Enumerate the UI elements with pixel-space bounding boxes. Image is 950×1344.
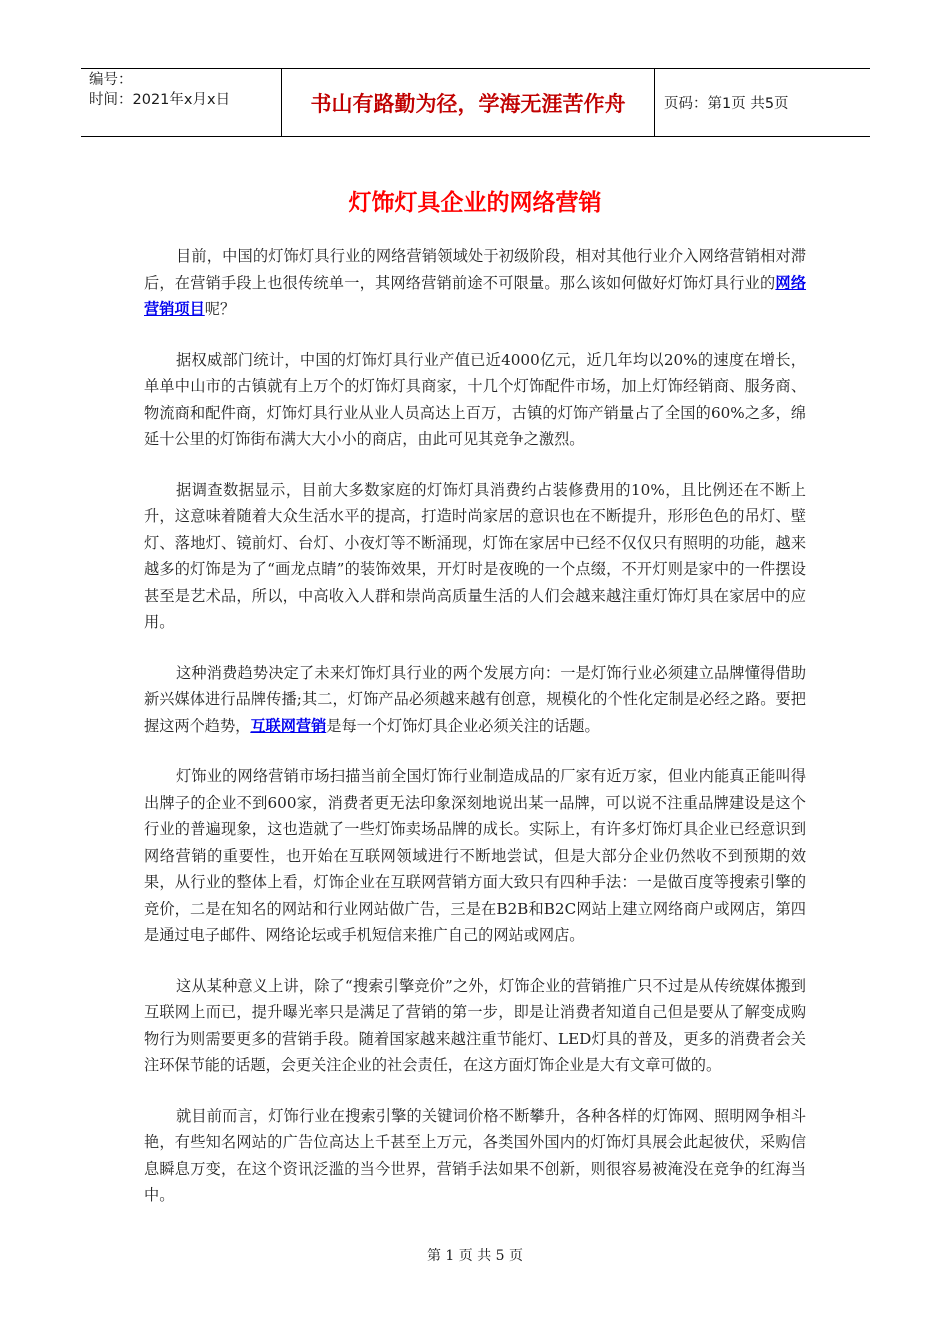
header-meta-cell: [81, 69, 282, 136]
motto: 书山有路勤为径，学海无涯苦作舟: [282, 69, 655, 136]
paragraph-5: 灯饰业的网络营销市场扫描当前全国灯饰行业制造成品的厂家有近万家，但业内能真正能叫得出牌子的企业不到600家，消费者更无法印象深刻地说出某一品牌，可以说不注重品牌建设是这个行业的普遍现象，这也造就了一些灯饰卖场品牌的成长。实际上，有许多灯饰灯具企业已经意识到网络营销的重要性，也开始在互联网领域进行不断地尝试，但是大部分企业仍然收不到预期的效果，从行业的整体上看，灯饰企业在互联网营销方面大致只有四种手法：一是做百度等搜索引擎的竞价，二是在知名的网站和行业网站做广告，三是在B2B和B2C网站上建立网络商户或网店，第四是通过电子邮件、网络论坛或手机短信来推广自己的网站或网店。: [144, 767, 806, 944]
document-header: [81, 68, 870, 137]
page-footer: 第 1 页 共 5 页: [426, 1248, 524, 1264]
network-marketing-project-link[interactable]: 网络营销项目: [144, 273, 807, 318]
paragraph-text: 是每一个灯饰灯具企业必须关注的话题。: [326, 716, 600, 735]
internet-marketing-link[interactable]: 互联网营销: [250, 716, 327, 735]
number-label: 编号：: [89, 72, 133, 88]
article-body: [144, 243, 806, 1233]
paragraph-6: 这从某种意义上讲，除了“搜索引擎竞价”之外，灯饰企业的营销推广只不过是从传统媒体搬到互联网上而已，提升曝光率只是满足了营销的第一步，即是让消费者知道自己但是要从了解变成购物行为则需要更多的营销手段。随着国家越来越注重节能灯、LED灯具的普及，更多的消费者会关注环保节能的话题，会更关注企业的社会责任，在这方面灯饰企业是大有文章可做的。: [144, 976, 806, 1074]
paragraph-text: 目前，中国的灯饰灯具行业的网络营销领域处于初级阶段，相对其他行业介入网络营销相对滞后，在营销手段上也很传统单一，其网络营销前途不可限量。那么该如何做好灯饰灯具行业的: [144, 247, 806, 292]
paragraph-1: [144, 243, 806, 323]
time-label: 时间：2021年x月x日: [89, 92, 231, 108]
paragraph-text: 呢？: [204, 300, 236, 318]
paragraph-text: 这种消费趋势决定了未来灯饰灯具行业的两个发展方向：一是灯饰行业必须建立品牌懂得借助新兴媒体进行品牌传播;其二，灯饰产品必须越来越有创意，规模化的个性化定制是必经之路。要把握这两个趋势，: [144, 663, 806, 735]
page-info: 页码：第1页 共5页: [664, 96, 789, 112]
article-title: 灯饰灯具企业的网络营销: [348, 189, 602, 216]
paragraph-2: 据权威部门统计，中国的灯饰灯具行业产值已近4000亿元，近几年均以20%的速度在增长，单单中山市的古镇就有上万个的灯饰灯具商家，十几个灯饰配件市场，加上灯饰经销商、服务商、物流商和配件商，灯饰灯具行业从业人员高达上百万，古镇的灯饰产销量占了全国的60%之多，绵延十公里的灯饰街布满大大小小的商店，由此可见其竞争之激烈。: [144, 350, 806, 448]
paragraph-7: 就目前而言，灯饰行业在搜索引擎的关键词价格不断攀升，各种各样的灯饰网、照明网争相斗艳，有些知名网站的广告位高达上千甚至上万元，各类国外国内的灯饰灯具展会此起彼伏，采购信息瞬息万变，在这个资讯泛滥的当今世界，营销手法如果不创新，则很容易被淹没在竞争的红海当中。: [144, 1106, 806, 1204]
paragraph-4: [144, 660, 806, 740]
paragraph-3: 据调查数据显示，目前大多数家庭的灯饰灯具消费约占装修费用的10%，且比例还在不断上升，这意味着随着大众生活水平的提高，打造时尚家居的意识也在不断提升，形形色色的吊灯、壁灯、落地灯、镜前灯、台灯、小夜灯等不断涌现，灯饰在家居中已经不仅仅只有照明的功能，越来越多的灯饰是为了“画龙点睛”的装饰效果，开灯时是夜晚的一个点缀，不开灯则是家中的一件摆设甚至是艺术品，所以，中高收入人群和崇尚高质量生活的人们会越来越注重灯饰灯具在家居中的应用。: [144, 480, 806, 631]
